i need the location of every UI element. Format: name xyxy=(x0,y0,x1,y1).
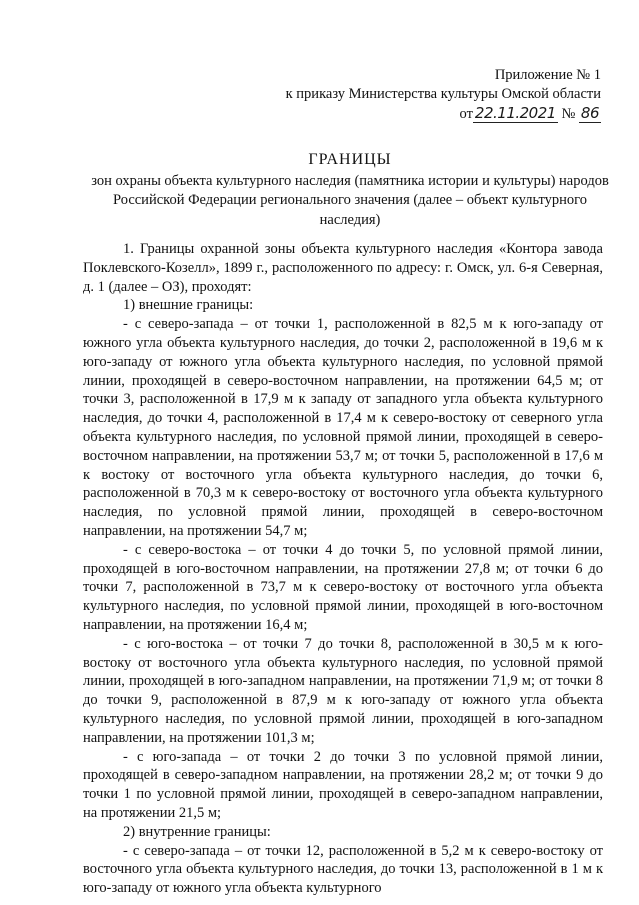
annex-title: Приложение № 1 xyxy=(494,67,601,83)
annex-header xyxy=(286,66,601,124)
paragraph-8: - с северо-запада – от точки 12, расположенной в 5,2 м к северо-востоку от восточного угла объекта культурного наследия, до точки 13, расположенной в 1 м к юго-западу от южного угла объекта культурного xyxy=(83,842,603,897)
annex-date: 22.11.2021 xyxy=(474,104,556,122)
document-body xyxy=(83,240,603,898)
paragraph-5: - с юго-востока – от точки 7 до точки 8, расположенной в 30,5 м к юго-востоку от восточного угла объекта культурного наследия, по условной прямой линии, проходящей в юго-западном направлении, на протяжении 71,9 м; от точки 8 до точки 9, расположенной в 87,9 м к юго-западу от южного угла объекта культурного наследия, по условной прямой линии, проходящей в юго-западном направлении, на протяжении 101,3 м; xyxy=(83,635,603,746)
annex-date-prefix: от xyxy=(459,106,473,122)
paragraph-2: 1) внешние границы: xyxy=(123,297,254,314)
document-title: ГРАНИЦЫ xyxy=(308,151,392,168)
document-subtitle: зон охраны объекта культурного наследия (памятника истории и культуры) народов Российской Федерации регионального значения (далее – объект культурного наследия) xyxy=(91,172,609,228)
paragraph-1: 1. Границы охранной зоны объекта культурного наследия «Контора завода Поклевского-Козелл», 1899 г., расположенного по адресу: г. Омск, ул. 6-я Северная, д. 1 (далее – ОЗ), проходят: xyxy=(83,241,603,295)
document-title-block xyxy=(90,150,610,230)
paragraph-6: - с юго-запада – от точки 2 до точки 3 по условной прямой линии, проходящей в северо-западном направлении, на протяжении 28,2 м; от точки 9 до точки 1 по условной прямой линии, проходящей в северо-западном направлении, на протяжении 21,5 м; xyxy=(83,748,603,821)
paragraph-4: - с северо-востока – от точки 4 до точки 5, по условной прямой линии, проходящей в юго-восточном направлении, на протяжении 27,8 м; от точки 6 до точки 7, расположенной в 73,7 м к северо-востоку от восточного угла объекта культурного наследия, по условной прямой линии, проходящей в юго-восточном направлении, на протяжении 16,4 м; xyxy=(83,541,603,633)
annex-date-line xyxy=(286,104,601,124)
annex-number: 86 xyxy=(580,104,599,122)
annex-number-prefix: № xyxy=(561,106,576,122)
paragraph-7: 2) внутренние границы: xyxy=(123,823,271,840)
annex-reference: к приказу Министерства культуры Омской области xyxy=(285,86,601,102)
paragraph-3: - с северо-запада – от точки 1, расположенной в 82,5 м к юго-западу от южного угла объекта культурного наследия, до точки 2, расположенной в 19,6 м к юго-западу от южного угла объекта культурного наследия, по условной прямой линии, проходящей в северо-восточном направлении, на протяжении 64,5 м; от точки 3, расположенной в 17,9 м к западу от западного угла объекта культурного наследия, до точки 4, расположенной в 17,4 м к северо-востоку от северного угла объекта культурного наследия, по условной прямой линии, проходящей в северо-восточном направлении, на протяжении 53,7 м; от точки 5, расположенной в 17,6 м к востоку от восточного угла объекта культурного наследия, до точки 6, расположенной в 70,3 м к северо-востоку от восточного угла объекта культурного наследия, по условной прямой линии, проходящей в северо-восточном направлении, на протяжении 54,7 м; xyxy=(83,316,603,539)
